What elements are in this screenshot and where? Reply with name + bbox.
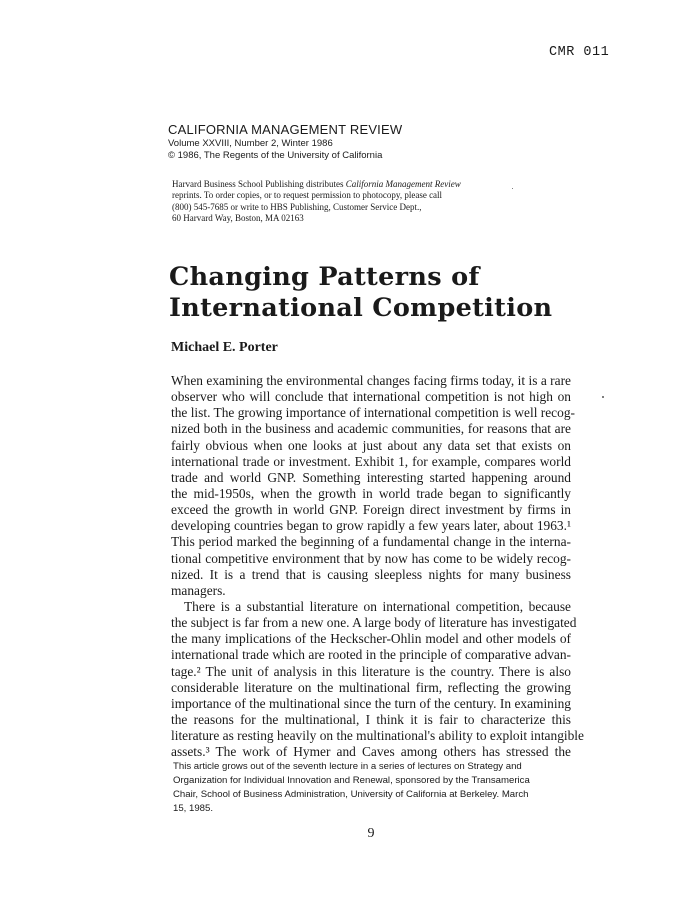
body-line: the mid-1950s, when the growth in world trade began to significantly — [171, 485, 571, 501]
scan-speck — [512, 188, 513, 189]
body-line: assets.³ The work of Hymer and Caves among others has stressed the — [171, 744, 571, 760]
article-footnote — [173, 760, 573, 816]
body-line: tage.² The unit of analysis in this literature is the country. There is also — [171, 663, 571, 679]
article-title-line: International Competition — [169, 293, 553, 323]
article-title-line: Changing Patterns of — [169, 262, 480, 292]
journal-masthead — [168, 122, 402, 161]
body-line: the subject is far from a new one. A large body of literature has investigated — [171, 615, 577, 631]
page-number: 9 — [367, 826, 375, 841]
document-code: CMR 011 — [549, 45, 610, 60]
body-line: literature as resting heavily on the multinational's ability to exploit intangible — [171, 728, 584, 744]
footnote-line: Chair, School of Business Administration, University of California at Berkeley. March — [173, 789, 529, 800]
body-line: developing countries began to grow rapidly a few years later, about 1963.¹ — [171, 518, 571, 534]
article-body — [171, 373, 584, 760]
body-line: tional competitive environment that by now has come to be widely recog- — [171, 550, 571, 566]
body-line: This period marked the beginning of a fundamental change in the interna- — [171, 534, 571, 550]
reprint-notice-text: Harvard Business School Publishing distributes — [172, 179, 346, 189]
reprint-notice-line: (800) 545-7685 or write to HBS Publishing, Customer Service Dept., — [172, 201, 422, 212]
body-line: observer who will conclude that international competition is not high on — [171, 389, 571, 405]
body-line: international trade which are rooted in the principle of comparative advan- — [171, 647, 571, 663]
body-line: managers. — [171, 582, 226, 598]
body-line: When examining the environmental changes facing firms today, it is a rare — [171, 373, 571, 388]
footnote-line: This article grows out of the seventh lecture in a series of lectures on Strategy and — [173, 761, 522, 772]
body-line: exceed the growth in world GNP. Foreign direct investment by firms in — [171, 502, 571, 518]
reprint-notice-line — [172, 179, 512, 190]
body-line: nized both in the business and academic communities, for reasons that are — [171, 421, 571, 437]
body-line: nized. It is a trend that is causing sleepless nights for many business — [171, 566, 571, 582]
journal-volume: Volume XXVIII, Number 2, Winter 1986 — [168, 138, 333, 149]
reprint-notice — [172, 179, 512, 224]
body-line: international trade or investment. Exhibit 1, for example, compares world — [171, 453, 571, 469]
body-line: importance of the multinational since the turn of the century. In examining — [171, 695, 571, 711]
scan-speck — [602, 396, 604, 398]
reprint-notice-journal: California Management Review — [345, 179, 461, 189]
reprint-notice-line: 60 Harvard Way, Boston, MA 02163 — [172, 212, 304, 223]
body-line: considerable literature on the multinational firm, reflecting the growing — [171, 679, 571, 695]
body-line: fairly obvious when one looks at just about any data set that exists on — [171, 437, 571, 453]
footnote-line: Organization for Individual Innovation and Renewal, sponsored by the Transamerica — [173, 775, 530, 786]
journal-name: CALIFORNIA MANAGEMENT REVIEW — [168, 122, 403, 137]
body-line: There is a substantial literature on international competition, because — [184, 598, 571, 614]
body-line: the many implications of the Heckscher-Ohlin model and other models of — [171, 631, 571, 647]
body-line: the list. The growing importance of international competition is well recog- — [171, 405, 575, 421]
article-author: Michael E. Porter — [171, 340, 278, 355]
reprint-notice-line: reprints. To order copies, or to request permission to photocopy, please call — [172, 190, 443, 201]
footnote-line: 15, 1985. — [173, 803, 214, 814]
article-title — [169, 262, 552, 324]
body-line: trade and world GNP. Something interesting started happening around — [171, 469, 571, 485]
body-line: the reasons for the multinational, I think it is fair to characterize this — [171, 711, 571, 727]
journal-copyright: © 1986, The Regents of the University of California — [168, 149, 383, 161]
